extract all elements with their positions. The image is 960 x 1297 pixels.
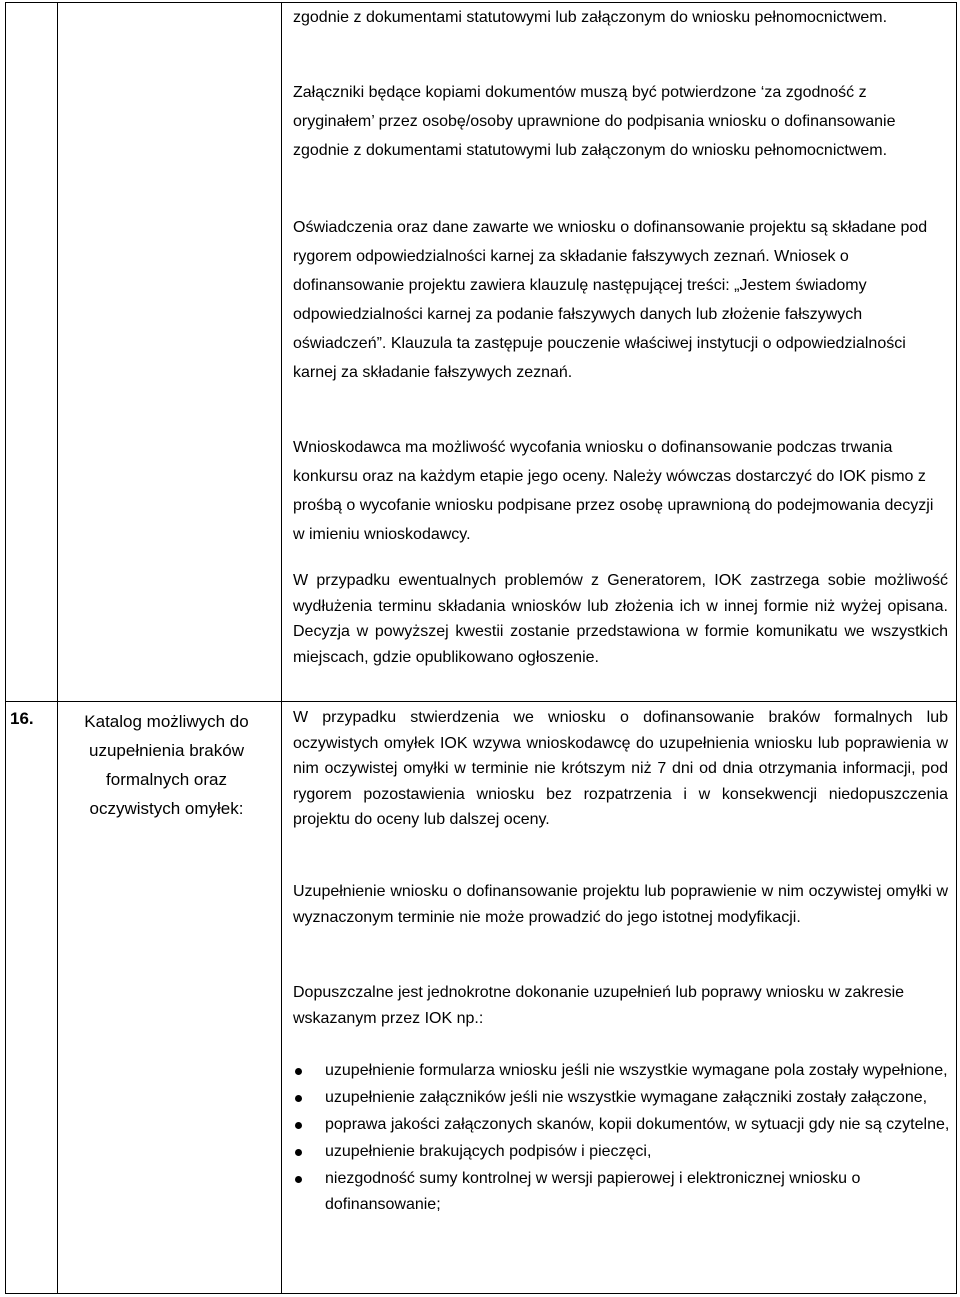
bullet-icon [295,1068,302,1075]
paragraph-declarations: Oświadczenia oraz dane zawarte we wniosku o dofinansowanie projektu są składane pod rygorem odpowiedzialności karnej za składanie fałszywych zeznań. Wniosek o dofinansowanie projektu zawiera klauzulę następującej treści: „Jestem świadomy odpowiedzialności karnej za podanie fałszywych danych lub złożenie fałszywych oświadczeń”. Klauzula ta zastępuje pouczenie właściwej instytucji o odpowiedzialności karnej za składanie fałszywych zeznań. [293,219,928,381]
list-item: niezgodność sumy kontrolnej w wersji papierowej i elektronicznej wniosku o dofinansowanie; [293,1166,953,1218]
list-item: poprawa jakości załączonych skanów, kopii dokumentów, w sytuacji gdy nie są czytelne, [293,1112,953,1138]
column-divider-number [57,2,58,1294]
bullet-icon [295,1149,302,1156]
row-divider [5,701,957,702]
column-divider-title [281,2,282,1294]
row-number: 16. [10,709,34,728]
row-title: Katalog możliwych do uzupełnienia braków formalnych oraz oczywistych omyłek: [84,712,249,818]
paragraph-statutory-continuation: zgodnie z dokumentami statutowymi lub załączonym do wniosku pełnomocnictwem. [293,9,888,26]
paragraph-attachments-copies: Załączniki będące kopiami dokumentów muszą być potwierdzone ‘za zgodność z oryginałem’ przez osobę/osoby uprawnione do podpisania wniosku o dofinansowanie zgodnie z dokumentami statutowymi lub załączonym do wniosku pełnomocnictwem. [293,84,896,159]
bullet-icon [295,1095,302,1102]
paragraph-formal-deficiencies: W przypadku stwierdzenia we wniosku o dofinansowanie braków formalnych lub oczywistych omyłek IOK wzywa wnioskodawcę do uzupełnienia wniosku lub poprawienia w nim oczywistej omyłki w terminie nie krótszym niż 7 dni od dnia otrzymania informacji, pod rygorem pozostawienia wniosku bez rozpatrzenia i w konsekwencji niedopuszczenia projektu do oceny lub dalszej oceny. [293,709,948,828]
list-item: uzupełnienie załączników jeśli nie wszystkie wymagane załączniki zostały załączone, [293,1085,953,1111]
paragraph-supplement-modification: Uzupełnienie wniosku o dofinansowanie projektu lub poprawienie w nim oczywistej omyłki w wyznaczonym terminie nie może prowadzić do jego istotnej modyfikacji. [293,883,948,926]
paragraph-withdrawal: Wnioskodawca ma możliwość wycofania wniosku o dofinansowanie podczas trwania konkursu oraz na każdym etapie jego oceny. Należy wówczas dostarczyć do IOK pismo z prośbą o wycofanie wniosku podpisane przez osobę uprawnioną do podejmowania decyzji w imieniu wnioskodawcy. [293,439,934,543]
paragraph-allowed-corrections: Dopuszczalne jest jednokrotne dokonanie uzupełnień lub poprawy wniosku w zakresie wskazanym przez IOK np.: [293,984,905,1027]
list-item: uzupełnienie formularza wniosku jeśli nie wszystkie wymagane pola zostały wypełnione, [293,1058,953,1084]
corrections-list [293,1058,953,1219]
paragraph-generator-problems: W przypadku ewentualnych problemów z Generatorem, IOK zastrzega sobie możliwość wydłużenia terminu składania wniosków lub złożenia ich w innej formie niż wyżej opisana. Decyzja w powyższej kwestii zostanie przedstawiona w formie komunikatu we wszystkich miejscach, gdzie opublikowano ogłoszenie. [293,572,948,666]
bullet-icon [295,1122,302,1129]
bullet-icon [295,1176,302,1183]
list-item: uzupełnienie brakujących podpisów i pieczęci, [293,1139,953,1165]
